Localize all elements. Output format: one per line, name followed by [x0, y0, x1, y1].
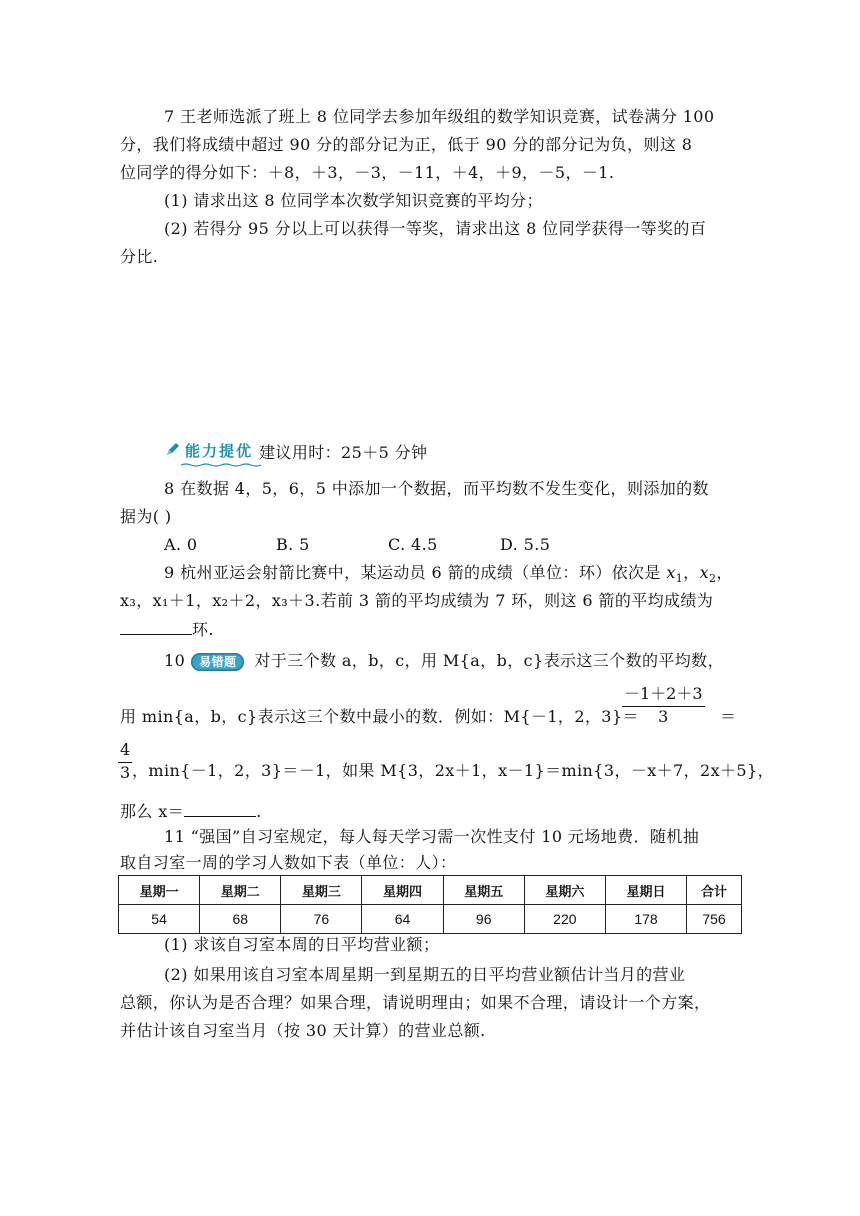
q11-line1: 11 “强国”自习室规定，每人每天学习需一次性支付 10 元场地费．随机抽 — [164, 827, 700, 846]
q11-part2-line1: (2) 如果用该自习室本周星期一到星期五的日平均营业额估计当月的营业 — [164, 965, 686, 984]
q10-number: 10 — [164, 651, 186, 670]
q11-part1: (1) 求该自习室本周的日平均营业额； — [164, 935, 440, 954]
q7-part2-line1: (2) 若得分 95 分以上可以获得一等奖，请求出这 8 位同学获得一等奖的百 — [164, 219, 707, 238]
table-cell: 54 — [119, 905, 200, 934]
q10-fraction-numerator: －1＋2＋3 — [622, 684, 705, 707]
q10-line4-text: 那么 x＝ — [120, 802, 185, 821]
table-header: 星期五 — [443, 876, 524, 905]
table-header: 星期一 — [119, 876, 200, 905]
table-cell: 64 — [362, 905, 443, 934]
table-cell: 76 — [281, 905, 362, 934]
q9-line3 — [120, 618, 740, 641]
q8-line2: 据为( ) — [120, 507, 172, 526]
q7-part2-line2: 分比. — [120, 247, 159, 266]
q10-line1 — [164, 650, 740, 672]
q7-line2: 分，我们将成绩中超过 90 分的部分记为正，低于 90 分的部分记为负，则这 8 — [120, 135, 693, 154]
q8-line1: 8 在数据 4，5，6，5 中添加一个数据，而平均数不发生变化，则添加的数 — [164, 479, 709, 498]
table-header: 星期二 — [200, 876, 281, 905]
q10-line4-end: . — [256, 802, 262, 821]
table-cell: 178 — [605, 905, 686, 934]
table-header: 星期三 — [281, 876, 362, 905]
q11-part2-line3: 并估计该自习室当月（按 30 天计算）的营业总额. — [120, 1021, 486, 1040]
q11-line2: 取自习室一周的学习人数如下表（单位：人）： — [120, 853, 457, 872]
q10-equals: ＝ — [720, 707, 737, 726]
study-attendance-table — [118, 875, 742, 934]
q10-fraction-denominator: 3 — [658, 707, 669, 726]
q10-result-denominator: 3 — [120, 763, 131, 782]
q9-line1-text: 9 杭州亚运会射箭比赛中，某运动员 6 箭的成绩（单位：环）依次是 — [164, 563, 667, 582]
pencil-icon — [165, 441, 181, 457]
table-header: 星期日 — [605, 876, 686, 905]
table-header: 星期四 — [362, 876, 443, 905]
q7-line3: 位同学的得分如下：＋8，＋3，－3，－11，＋4，＋9，－5，－1. — [120, 163, 615, 182]
q10-line3: ，min{－1，2，3}＝－1，如果 M{3，2x＋1，x－1}＝min{3，－x＋7，2x＋5}， — [132, 761, 774, 780]
ability-section-header — [163, 440, 427, 462]
q7-line1: 7 王老师选派了班上 8 位同学去参加年级组的数学知识竞赛，试卷满分 100 — [164, 107, 715, 126]
table-cell: 96 — [443, 905, 524, 934]
q7-part1: (1) 请求出这 8 位同学本次数学知识竞赛的平均分； — [164, 191, 543, 210]
q9-line3-suffix: 环. — [192, 620, 214, 639]
q10-line1-text: 对于三个数 a，b，c，用 M{a，b，c}表示这三个数的平均数， — [254, 651, 724, 670]
q8-option-a: A. 0 — [164, 535, 198, 554]
table-header: 合计 — [687, 876, 742, 905]
error-prone-badge: 易错题 — [191, 653, 244, 671]
table-header: 星期六 — [524, 876, 605, 905]
q9-answer-blank[interactable] — [120, 618, 192, 635]
q10-answer-blank[interactable] — [184, 800, 256, 817]
q9-line1: 9 杭州亚运会射箭比赛中，某运动员 6 箭的成绩（单位：环）依次是 $x_1$，$x_2$， — [164, 563, 733, 586]
q10-fraction-result — [118, 740, 132, 783]
q8-option-d: D. 5.5 — [500, 535, 551, 554]
suggested-time: 建议用时：25＋5 分钟 — [259, 442, 428, 462]
q10-line2-text: 用 min{a，b，c}表示这三个数中最小的数．例如：M{－1，2，3}＝ — [120, 707, 639, 726]
table-cell: 220 — [524, 905, 605, 934]
table-header-row — [119, 876, 742, 905]
table-row — [119, 905, 742, 934]
q10-result-numerator: 4 — [118, 740, 132, 763]
ability-badge-label: 能力提优 — [185, 441, 254, 460]
table-cell: 756 — [687, 905, 742, 934]
ability-badge — [163, 440, 257, 463]
q9-line2: x₃，x₁＋1，x₂＋2，x₃＋3.若前 3 箭的平均成绩为 7 环，则这 6 箭的平均成绩为 — [120, 591, 714, 610]
q8-option-b: B. 5 — [276, 535, 310, 554]
q10-line4 — [120, 800, 740, 823]
q10-fraction-example — [622, 684, 705, 727]
q8-options — [164, 534, 740, 556]
q11-part2-line2: 总额，你认为是否合理？如果合理，请说明理由；如果不合理，请设计一个方案， — [120, 993, 711, 1012]
table-cell: 68 — [200, 905, 281, 934]
wave-underline — [181, 463, 261, 467]
q8-option-c: C. 4.5 — [388, 535, 438, 554]
